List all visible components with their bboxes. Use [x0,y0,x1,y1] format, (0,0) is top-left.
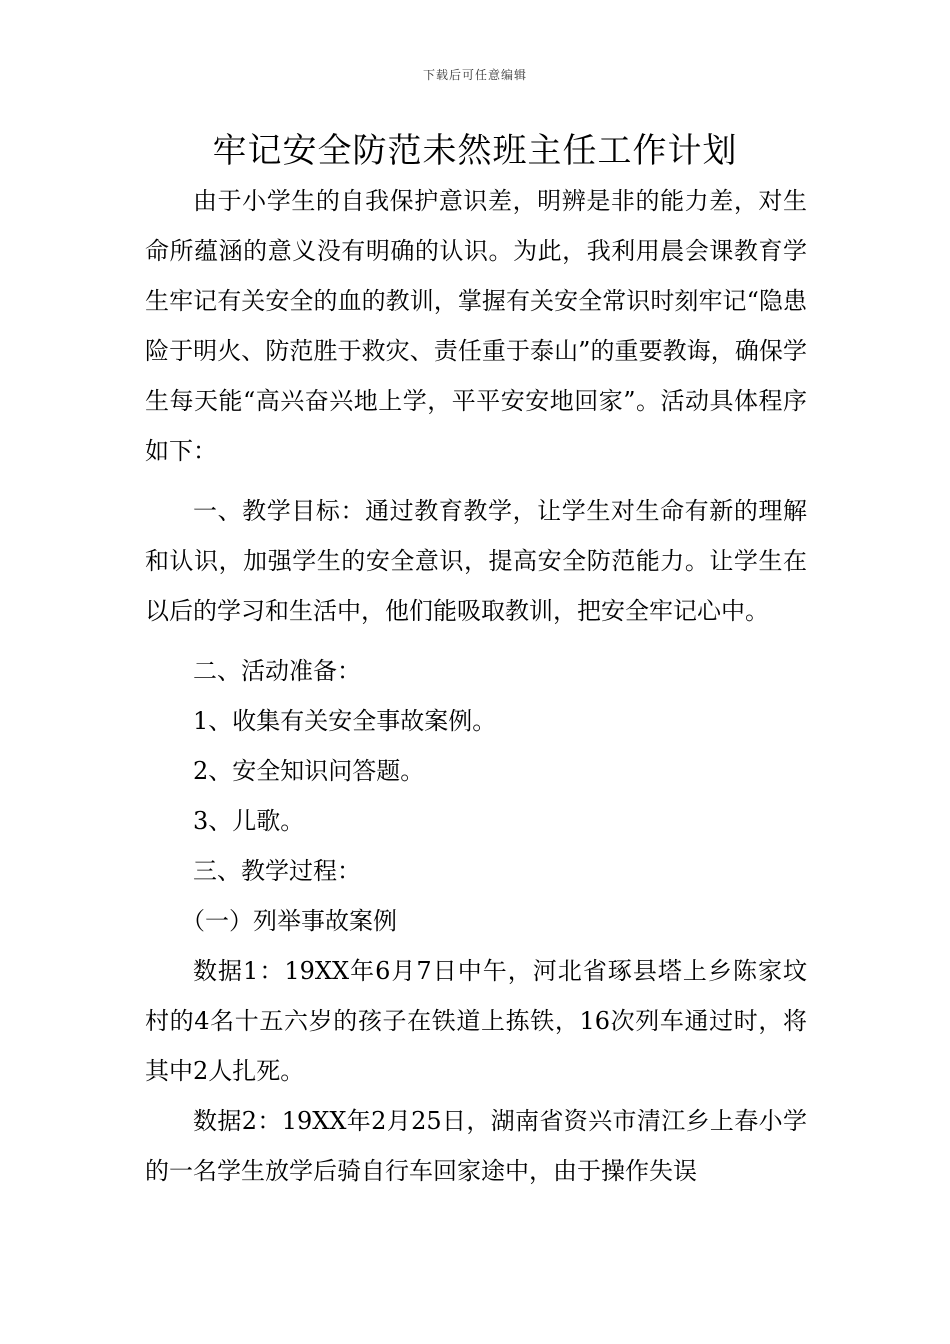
preparation-item-3: 3、儿歌。 [193,807,305,835]
page-header-note: 下载后可任意编辑 [422,68,527,82]
case-data-2-paragraph: 数据2：19XX年2月25日，湖南省资兴市清江乡上春小学的一名学生放学后骑自行车回家途中，由于操作失误 [145,1107,807,1185]
document-title: 牢记安全防范未然班主任工作计划 [212,131,738,171]
activity-preparation-heading: 二、活动准备： [193,657,361,685]
case-data-1-paragraph: 数据1：19XX年6月7日中午，河北省琢县塔上乡陈家坟村的4名十五六岁的孩子在铁道上拣铁，16次列车通过时，将其中2人扎死。 [145,957,807,1085]
teaching-process-heading: 三、教学过程： [193,857,361,885]
preparation-item-1: 1、收集有关安全事故案例。 [193,707,497,735]
preparation-item-2: 2、安全知识问答题。 [193,757,425,785]
document-body [145,176,807,1196]
accident-cases-subheading: （一）列举事故案例 [181,907,397,935]
intro-paragraph: 由于小学生的自我保护意识差，明辨是非的能力差，对生命所蕴涵的意义没有明确的认识。为此，我利用晨会课教育学生牢记有关安全的血的教训，掌握有关安全常识时刻牢记“隐患险于明火、防范胜于救灾、责任重于泰山”的重要教诲，确保学生每天能“高兴奋兴地上学，平平安安地回家”。活动具体程序如下： [145,187,807,465]
teaching-goal-paragraph: 一、教学目标：通过教育教学，让学生对生命有新的理解和认识，加强学生的安全意识，提高安全防范能力。让学生在以后的学习和生活中，他们能吸取教训，把安全牢记心中。 [145,497,807,625]
